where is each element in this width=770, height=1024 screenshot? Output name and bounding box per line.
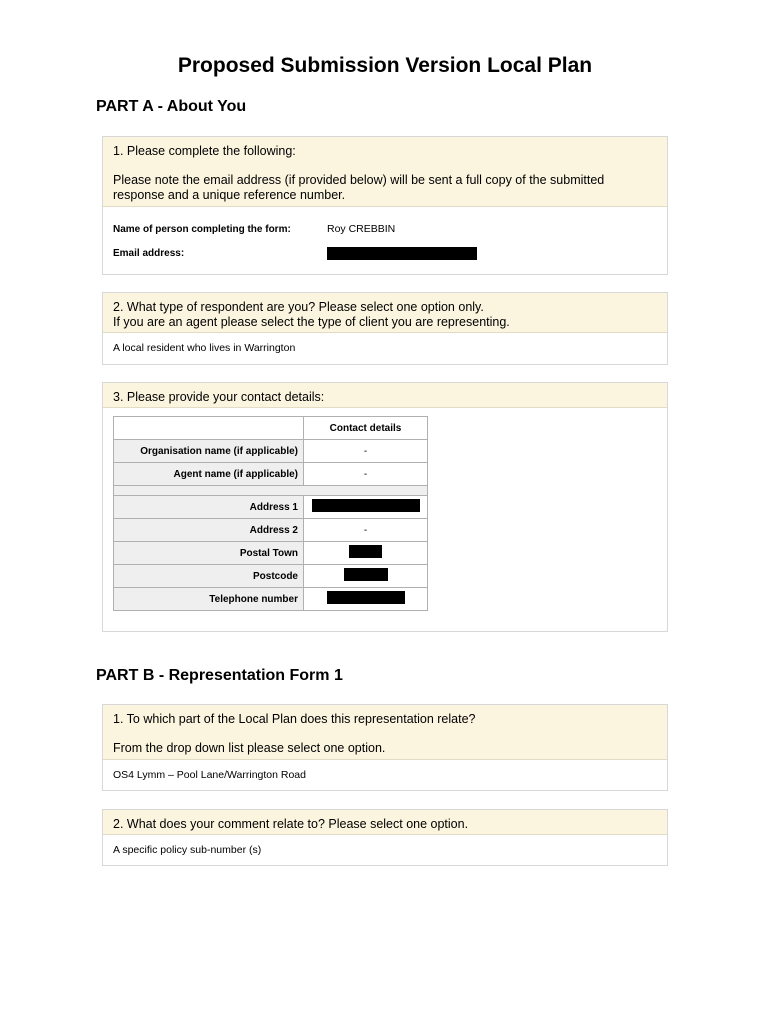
- postal-town-redaction: [349, 545, 382, 558]
- question-text: 1. To which part of the Local Plan does this representation relate?: [113, 712, 476, 726]
- name-value: Roy CREBBIN: [327, 223, 396, 235]
- address1-value: [304, 496, 428, 519]
- postcode-label: Postcode: [114, 565, 304, 588]
- table-row: [114, 588, 428, 611]
- question-answer: A specific policy sub-number (s): [113, 844, 262, 856]
- question-box-a2: [102, 292, 668, 365]
- part-a-heading: PART A - About You: [96, 98, 247, 115]
- question-text: 3. Please provide your contact details:: [113, 390, 325, 404]
- question-answer: [103, 207, 667, 274]
- question-text: 1. Please complete the following:: [113, 144, 296, 158]
- agent-value: -: [304, 463, 428, 486]
- email-label: Email address:: [113, 247, 185, 259]
- part-b-heading: PART B - Representation Form 1: [96, 667, 343, 684]
- table-row: [114, 463, 428, 486]
- question-answer: A local resident who lives in Warrington: [113, 342, 296, 354]
- table-spacer: [114, 486, 428, 496]
- address1-redaction: [312, 499, 420, 512]
- question-note: If you are an agent please select the type of client you are representing.: [113, 315, 510, 329]
- question-header: [103, 383, 667, 408]
- table-row: [114, 542, 428, 565]
- organisation-value: -: [304, 440, 428, 463]
- email-redaction: [327, 247, 477, 260]
- table-row: [114, 496, 428, 519]
- table-spacer-row: [114, 486, 428, 496]
- question-note: From the drop down list please select one option.: [113, 741, 386, 755]
- address1-label: Address 1: [114, 496, 304, 519]
- contact-details-table: [113, 416, 428, 611]
- name-label: Name of person completing the form:: [113, 223, 291, 235]
- email-row: [113, 241, 657, 265]
- postal-town-label: Postal Town: [114, 542, 304, 565]
- postal-town-value: [304, 542, 428, 565]
- question-note: Please note the email address (if provided below) will be sent a full copy of the submitted response and a unique reference number.: [113, 173, 605, 202]
- question-text: 2. What type of respondent are you? Please select one option only.: [113, 300, 484, 314]
- agent-label: Agent name (if applicable): [114, 463, 304, 486]
- table-row: [114, 565, 428, 588]
- question-header: [103, 705, 667, 760]
- table-row: [114, 519, 428, 542]
- page-title: Proposed Submission Version Local Plan: [177, 54, 593, 77]
- telephone-value: [304, 588, 428, 611]
- question-text: 2. What does your comment relate to? Please select one option.: [113, 817, 469, 831]
- name-row: [113, 217, 657, 241]
- organisation-label: Organisation name (if applicable): [114, 440, 304, 463]
- question-box-a1: [102, 136, 668, 275]
- question-header: [103, 137, 667, 207]
- contact-details-header: Contact details: [304, 417, 428, 440]
- question-answer: OS4 Lymm – Pool Lane/Warrington Road: [113, 769, 306, 781]
- telephone-label: Telephone number: [114, 588, 304, 611]
- postcode-value: [304, 565, 428, 588]
- question-header: [103, 810, 667, 835]
- question-box-b2: [102, 809, 668, 866]
- table-row: [114, 440, 428, 463]
- question-box-b1: [102, 704, 668, 791]
- table-corner: [114, 417, 304, 440]
- address2-label: Address 2: [114, 519, 304, 542]
- postcode-redaction: [344, 568, 388, 581]
- telephone-redaction: [327, 591, 405, 604]
- address2-value: -: [304, 519, 428, 542]
- question-header: [103, 293, 667, 333]
- question-box-a3: [102, 382, 668, 632]
